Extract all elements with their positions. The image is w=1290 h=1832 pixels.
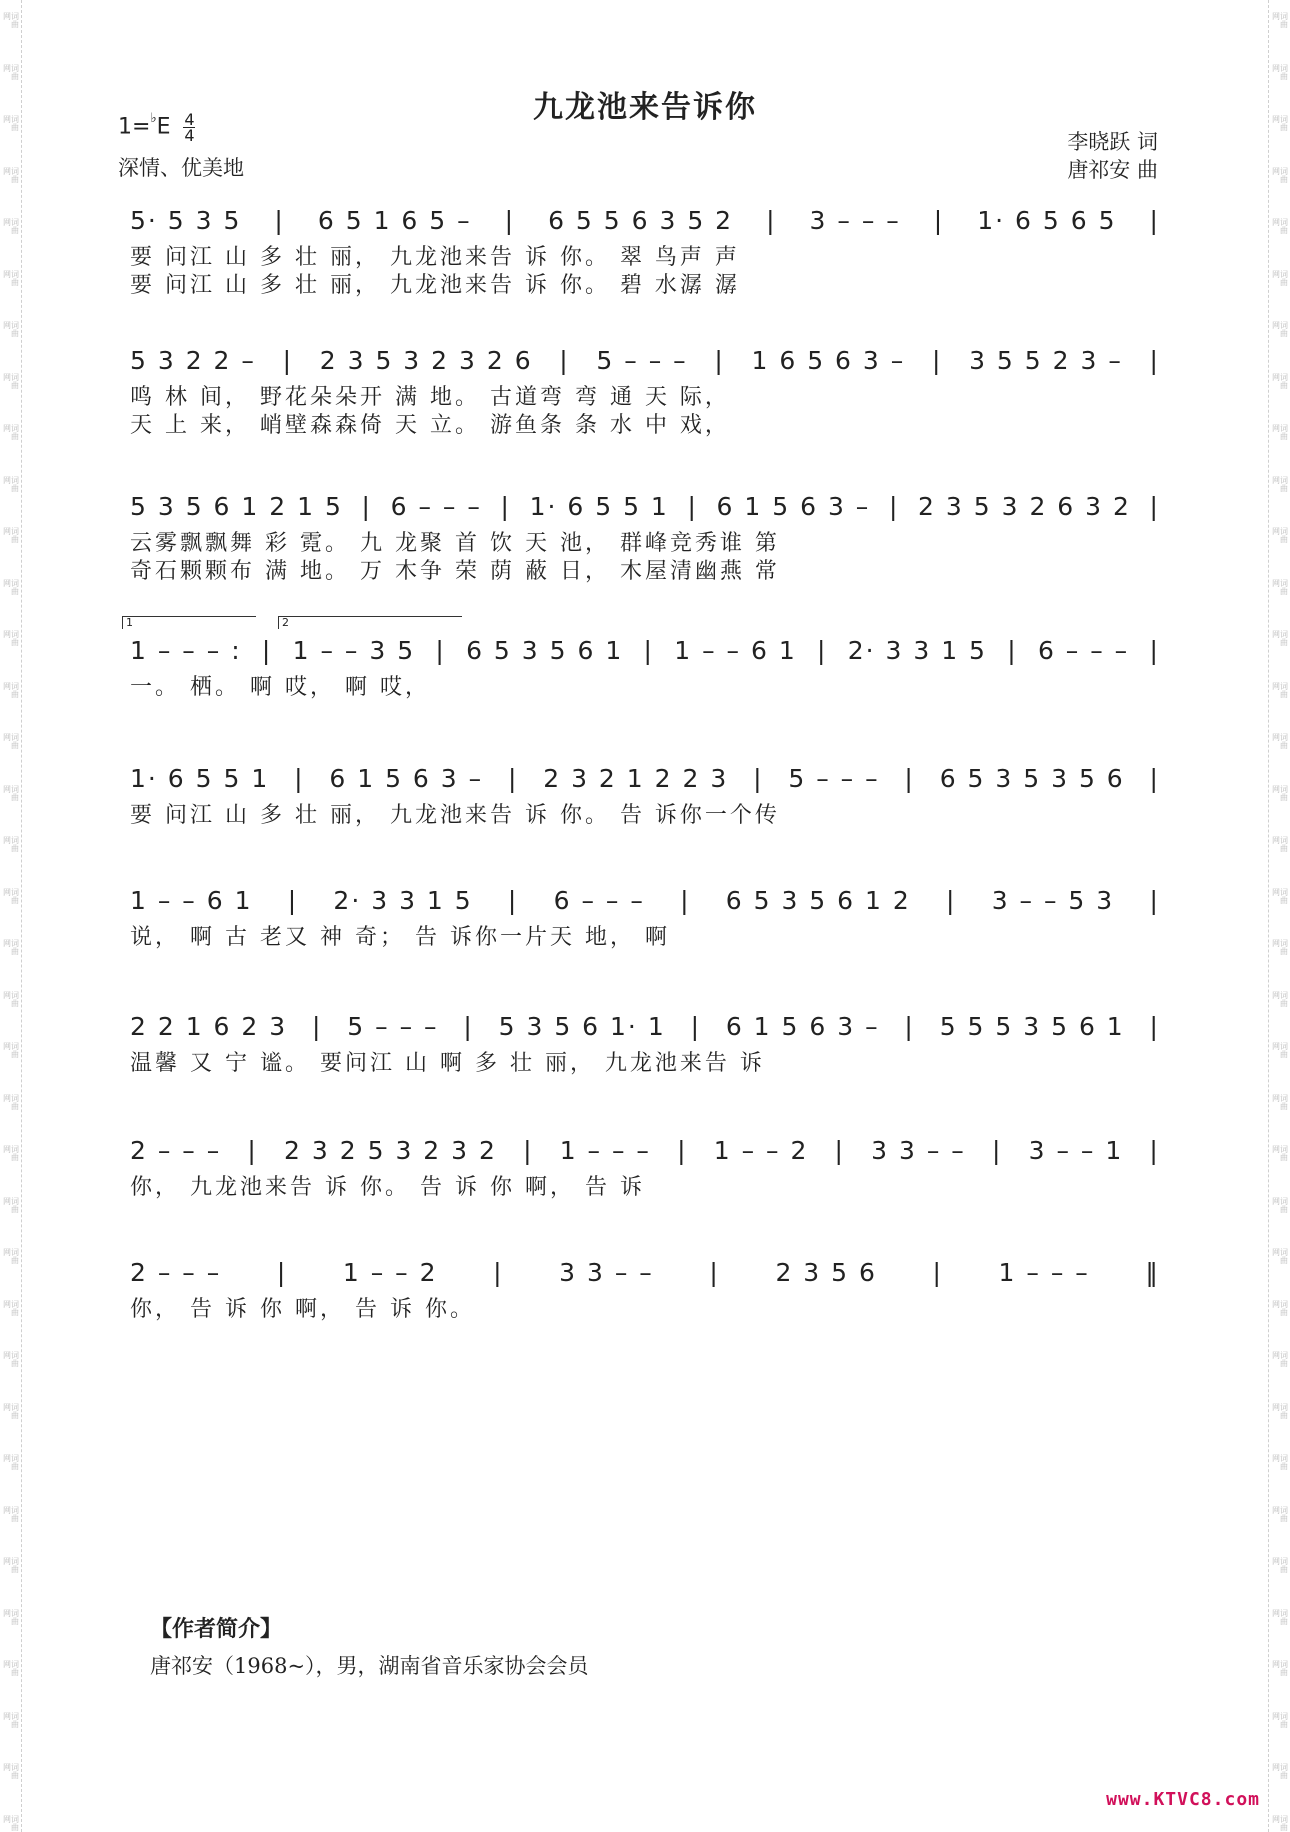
- barline: |: [991, 1135, 1003, 1165]
- notation-row: [130, 200, 1160, 240]
- score-system: [130, 1006, 1160, 1078]
- side-watermark-text: 词曲网: [1271, 939, 1289, 955]
- measure: 2 – – –: [130, 1135, 222, 1165]
- measure: 1 – – –: [559, 1135, 651, 1165]
- side-watermark-text: 词曲网: [1271, 1093, 1289, 1110]
- side-watermark-text: 词曲网: [2, 578, 20, 595]
- measure: 2 3 5 3 2 6 3 2: [918, 491, 1131, 521]
- side-watermark-text: 词曲网: [2, 887, 20, 904]
- lyric-line: 鸣 林 间， 野花朵朵开 满 地。 古道弯 弯 通 天 际，: [130, 385, 730, 410]
- barline: |: [1149, 491, 1160, 521]
- time-signature-top: 4: [184, 110, 195, 129]
- side-watermark-text: 词曲网: [2, 475, 20, 492]
- measure: 1 – – 6 1: [674, 635, 797, 665]
- measure: 6 – – –: [553, 885, 645, 915]
- side-watermark-text: 词曲网: [1271, 1042, 1289, 1058]
- side-watermark-text: 词曲网: [1271, 1711, 1289, 1728]
- side-watermark-text: 词曲网: [2, 63, 20, 80]
- barline: |: [282, 345, 294, 375]
- barline: |: [1149, 205, 1160, 235]
- measure: 2· 3 3 1 5: [333, 885, 473, 915]
- side-watermark-text: 词曲网: [2, 1248, 20, 1264]
- score-system: [130, 486, 1160, 586]
- notation-row: [130, 340, 1160, 380]
- key-signature: [118, 112, 195, 143]
- side-watermark-text: 词曲网: [2, 1402, 20, 1419]
- measure: 1· 6 5 5 1: [529, 491, 669, 521]
- measure: 3 – – 5 3: [991, 885, 1115, 915]
- score-system: [130, 1252, 1160, 1324]
- barline: |: [507, 763, 519, 793]
- lyric-line: 要 问江 山 多 壮 丽， 九龙池来告 诉 你。 告 诉你一个传: [130, 803, 780, 828]
- side-watermark-text: 词曲网: [2, 372, 20, 389]
- side-watermark-text: 词曲网: [2, 1711, 20, 1728]
- side-watermark-text: 词曲网: [2, 12, 20, 28]
- side-watermark-text: 词曲网: [1271, 1299, 1289, 1316]
- side-watermark-text: 词曲网: [1271, 166, 1289, 183]
- side-watermark-text: 词曲网: [1271, 1814, 1289, 1831]
- measure: 3 5 5 2 3 –: [969, 345, 1123, 375]
- notation-row: [130, 486, 1160, 526]
- side-watermark-text: 词曲网: [2, 1145, 20, 1161]
- barline: |: [274, 205, 285, 235]
- barline: |: [690, 1011, 701, 1041]
- measure: 5· 5 3 5: [130, 205, 242, 235]
- measure: 2· 3 3 1 5: [847, 635, 987, 665]
- side-watermark-text: 词曲网: [2, 990, 20, 1007]
- side-watermark-text: 词曲网: [1271, 1505, 1289, 1522]
- notation-row: [130, 630, 1160, 670]
- final-barline: ‖: [1145, 1257, 1160, 1287]
- score-system: [130, 340, 1160, 440]
- side-watermark-text: 词曲网: [2, 630, 20, 646]
- key-prefix: 1=: [118, 114, 151, 140]
- barline: |: [1149, 635, 1160, 665]
- barline: |: [677, 1135, 688, 1165]
- score-system: [130, 200, 1160, 300]
- measure: 3 3 – –: [559, 1257, 654, 1287]
- measure: 6 5 3 5 6 1: [466, 635, 624, 665]
- notation-row: [130, 1130, 1160, 1170]
- lyric-line: 你， 九龙池来告 诉 你。 告 诉 你 啊， 告 诉: [130, 1175, 645, 1200]
- barline: |: [904, 1011, 915, 1041]
- measure: 5 3 2 2 –: [130, 345, 256, 375]
- barline: |: [904, 763, 915, 793]
- barline: |: [500, 491, 511, 521]
- author-intro-text: 唐祁安（1968~），男，湖南省音乐家协会会员: [150, 1654, 589, 1678]
- side-watermark-text: 词曲网: [1271, 990, 1289, 1007]
- measure: 2 3 5 6: [775, 1257, 877, 1287]
- measure: 1· 6 5 5 1: [130, 763, 270, 793]
- side-watermark-text: 词曲网: [1271, 1402, 1289, 1419]
- side-watermark-text: 词曲网: [2, 218, 20, 234]
- lyric-line: 温馨 又 宁 谧。 要问江 山 啊 多 壮 丽， 九龙池来告 诉: [130, 1051, 765, 1076]
- flat-sign: ♭: [150, 110, 157, 126]
- side-watermark-text: 词曲网: [1271, 578, 1289, 595]
- measure: 2 3 2 5 3 2 3 2: [284, 1135, 497, 1165]
- barline: |: [559, 345, 570, 375]
- measure: 3 3 – –: [871, 1135, 966, 1165]
- side-watermark-text: 词曲网: [2, 1557, 20, 1573]
- side-watermark-text: 词曲网: [1271, 321, 1289, 337]
- notation-row: [130, 880, 1160, 920]
- measure: 5 – – –: [788, 763, 880, 793]
- measure: 3 – – –: [809, 205, 901, 235]
- score-system: [130, 758, 1160, 830]
- side-watermark-text: 词曲网: [2, 1454, 20, 1470]
- side-watermark-text: 词曲网: [2, 784, 20, 801]
- measure: 6 5 3 5 6 1 2: [725, 885, 911, 915]
- side-watermark-text: 词曲网: [2, 1042, 20, 1058]
- side-watermark-text: 词曲网: [1271, 1196, 1289, 1213]
- side-watermark-text: 词曲网: [1271, 1145, 1289, 1161]
- measure: 3 – – 1: [1028, 1135, 1124, 1165]
- side-watermark-text: 词曲网: [2, 115, 20, 131]
- side-watermark-text: 词曲网: [1271, 1608, 1289, 1625]
- side-watermark-text: 词曲网: [2, 321, 20, 337]
- side-watermark-text: 词曲网: [1271, 681, 1289, 698]
- volta-bracket-second: 2: [278, 616, 462, 629]
- side-watermark-text: 词曲网: [2, 1814, 20, 1831]
- barline: |: [643, 635, 654, 665]
- barline: |: [507, 885, 519, 915]
- measure: 6 5 5 6 3 5 2: [548, 205, 734, 235]
- barline: |: [1149, 885, 1160, 915]
- side-watermark-text: 词曲网: [1271, 836, 1289, 852]
- measure: 5 – – –: [347, 1011, 439, 1041]
- time-signature-bottom: 4: [184, 126, 195, 145]
- side-watermark-text: 词曲网: [2, 269, 20, 286]
- barline: |: [834, 1135, 845, 1165]
- measure: 2 3 2 1 2 2 3: [543, 763, 729, 793]
- side-watermark-text: 词曲网: [1271, 1454, 1289, 1470]
- measure: 5 5 5 3 5 6 1: [939, 1011, 1125, 1041]
- barline: |: [932, 1257, 943, 1287]
- side-watermark-text: 词曲网: [1271, 733, 1289, 749]
- side-watermark-text: 词曲网: [1271, 1557, 1289, 1573]
- lyric-line: 奇石颗颗布 满 地。 万 木争 荣 荫 蔽 日， 木屋清幽燕 常: [130, 559, 780, 584]
- measure: 1 – – 2: [713, 1135, 809, 1165]
- score-system: [130, 1130, 1160, 1202]
- lyricist-credit: 李晓跃 词: [1067, 130, 1158, 154]
- measure: 1 – – – :: [130, 635, 242, 665]
- barline: |: [523, 1135, 534, 1165]
- side-watermark-text: 词曲网: [1271, 269, 1289, 286]
- measure: 6 1 5 6 3 –: [716, 491, 871, 521]
- side-watermark-text: 词曲网: [1271, 887, 1289, 904]
- notation-row: [130, 1252, 1160, 1292]
- lyric-line: 你， 告 诉 你 啊， 告 诉 你。: [130, 1297, 475, 1322]
- barline: |: [1149, 763, 1160, 793]
- lyric-line: 要 问江 山 多 壮 丽， 九龙池来告 诉 你。 碧 水潺 潺: [130, 273, 740, 298]
- score-system: [130, 880, 1160, 952]
- side-watermark-text: 词曲网: [2, 527, 20, 543]
- side-watermark-text: 词曲网: [1271, 630, 1289, 646]
- side-watermark-text: 词曲网: [1271, 1248, 1289, 1264]
- barline: |: [504, 205, 516, 235]
- notation-row: [130, 758, 1160, 798]
- barline: |: [1149, 345, 1160, 375]
- right-margin-watermark-strip: [1268, 0, 1290, 1832]
- side-watermark-text: 词曲网: [2, 836, 20, 852]
- barline: |: [709, 1257, 720, 1287]
- barline: |: [714, 345, 725, 375]
- side-watermark-text: 词曲网: [2, 1196, 20, 1213]
- lyric-line: 天 上 来， 峭壁森森倚 天 立。 游鱼条 条 水 中 戏，: [130, 413, 730, 438]
- volta-bracket-first: 1: [122, 616, 256, 629]
- barline: |: [817, 635, 828, 665]
- side-watermark-text: 词曲网: [1271, 63, 1289, 80]
- lyric-line: 云雾飘飘舞 彩 霓。 九 龙聚 首 饮 天 池， 群峰竞秀谁 第: [130, 531, 780, 556]
- measure: 2 3 5 3 2 3 2 6: [319, 345, 533, 375]
- author-intro-heading: 【作者简介】: [150, 1617, 283, 1642]
- barline: |: [680, 885, 691, 915]
- site-watermark: www.KTVC8.com: [1106, 1789, 1260, 1810]
- barline: |: [435, 635, 446, 665]
- measure: 6 1 5 6 3 –: [725, 1011, 880, 1041]
- measure: 6 5 1 6 5 –: [317, 205, 472, 235]
- lyric-line: 说， 啊 古 老又 神 奇； 告 诉你一片天 地， 啊: [130, 925, 670, 950]
- side-watermark-text: 词曲网: [2, 733, 20, 749]
- side-watermark-text: 词曲网: [2, 1608, 20, 1625]
- side-watermark-text: 词曲网: [1271, 372, 1289, 389]
- side-watermark-text: 词曲网: [1271, 1660, 1289, 1676]
- side-watermark-text: 词曲网: [1271, 784, 1289, 801]
- measure: 6 5 3 5 3 5 6: [939, 763, 1125, 793]
- side-watermark-text: 词曲网: [1271, 527, 1289, 543]
- barline: |: [1149, 1135, 1160, 1165]
- barline: |: [753, 763, 764, 793]
- side-watermark-text: 词曲网: [2, 1660, 20, 1676]
- side-watermark-text: 词曲网: [1271, 475, 1289, 492]
- side-watermark-text: 词曲网: [1271, 115, 1289, 131]
- barline: |: [294, 763, 305, 793]
- barline: |: [687, 491, 698, 521]
- barline: |: [287, 885, 299, 915]
- measure: 1 – – 2: [342, 1257, 438, 1287]
- measure: 1 – – 3 5: [292, 635, 416, 665]
- side-watermark-text: 词曲网: [2, 1505, 20, 1522]
- side-watermark-text: 词曲网: [1271, 12, 1289, 28]
- lyric-line: 一。 栖。 啊 哎， 啊 哎，: [130, 675, 430, 700]
- barline: |: [931, 345, 943, 375]
- side-watermark-text: 词曲网: [1271, 1351, 1289, 1367]
- credits: [1067, 128, 1158, 184]
- measure: 2 – – –: [130, 1257, 222, 1287]
- measure: 6 – – –: [390, 491, 482, 521]
- barline: |: [946, 885, 957, 915]
- side-watermark-text: 词曲网: [2, 681, 20, 698]
- lyric-line: 要 问江 山 多 壮 丽， 九龙池来告 诉 你。 翠 鸟声 声: [130, 245, 740, 270]
- tempo-marking: 深情、优美地: [118, 156, 244, 180]
- composer-credit: 唐祁安 曲: [1067, 158, 1158, 182]
- side-watermark-text: 词曲网: [2, 1763, 20, 1779]
- barline: |: [766, 205, 777, 235]
- barline: |: [888, 491, 900, 521]
- side-watermark-text: 词曲网: [1271, 424, 1289, 440]
- measure: 1· 6 5 6 5: [977, 205, 1117, 235]
- barline: |: [361, 491, 372, 521]
- side-watermark-text: 词曲网: [2, 1299, 20, 1316]
- side-watermark-text: 词曲网: [2, 939, 20, 955]
- barline: |: [463, 1011, 474, 1041]
- barline: |: [933, 205, 945, 235]
- measure: 5 3 5 6 1 2 1 5: [130, 491, 343, 521]
- measure: 1 – – –: [998, 1257, 1090, 1287]
- barline: |: [493, 1257, 504, 1287]
- side-watermark-text: 词曲网: [2, 424, 20, 440]
- measure: 5 – – –: [596, 345, 688, 375]
- barline: |: [312, 1011, 323, 1041]
- measure: 6 1 5 6 3 –: [329, 763, 484, 793]
- song-title: 九龙池来告诉你: [533, 90, 757, 125]
- barline: |: [261, 635, 273, 665]
- measure: 1 6 5 6 3 –: [751, 345, 906, 375]
- barline: |: [1149, 1011, 1160, 1041]
- time-signature: [183, 112, 195, 143]
- side-watermark-text: 词曲网: [2, 1351, 20, 1367]
- barline: |: [247, 1135, 258, 1165]
- left-margin-watermark-strip: [0, 0, 22, 1832]
- side-watermark-text: 词曲网: [2, 166, 20, 183]
- notation-row: [130, 1006, 1160, 1046]
- side-watermark-text: 词曲网: [1271, 218, 1289, 234]
- measure: 6 – – –: [1037, 635, 1130, 665]
- score-system: [126, 616, 1160, 702]
- measure: 1 – – 6 1: [130, 885, 253, 915]
- barline: |: [276, 1257, 288, 1287]
- barline: |: [1007, 635, 1018, 665]
- side-watermark-text: 词曲网: [1271, 1763, 1289, 1779]
- measure: 5 3 5 6 1· 1: [498, 1011, 666, 1041]
- key-note: E: [156, 114, 171, 140]
- measure: 2 2 1 6 2 3: [130, 1011, 288, 1041]
- side-watermark-text: 词曲网: [2, 1093, 20, 1110]
